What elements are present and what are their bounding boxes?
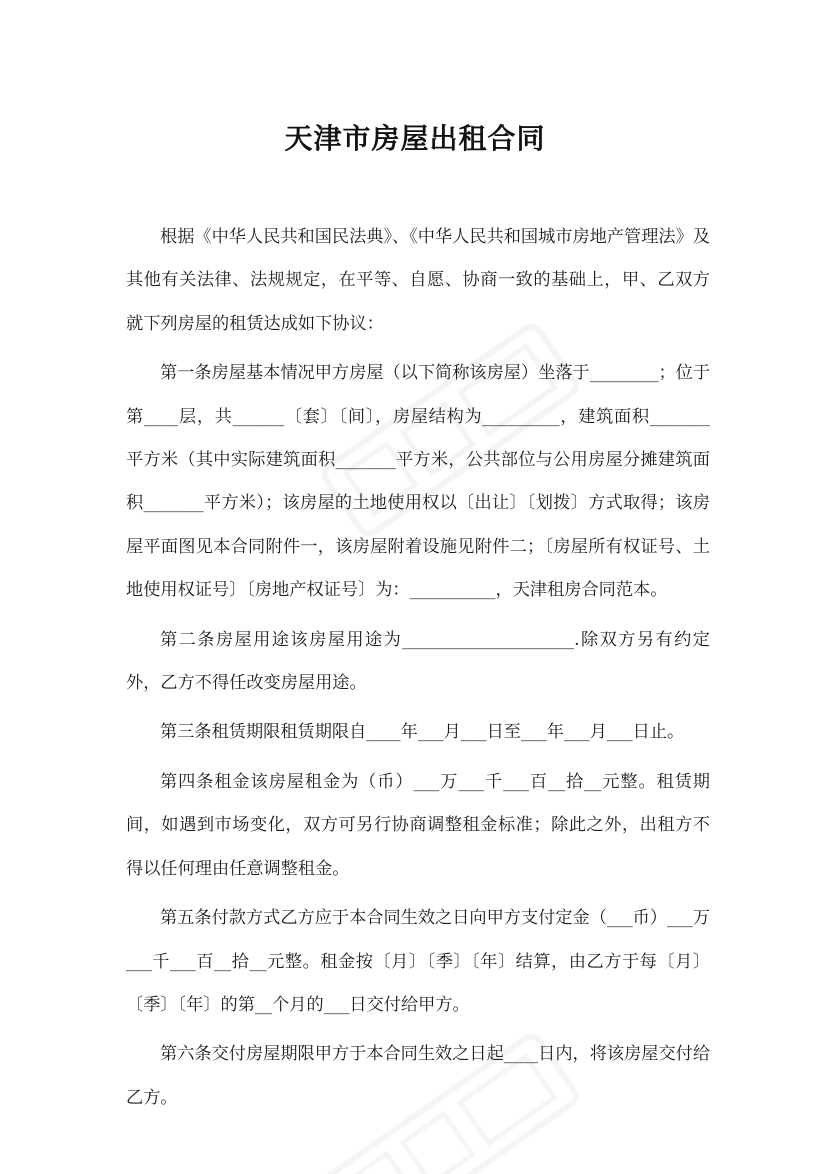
article-6-paragraph: 第六条交付房屋期限甲方于本合同生效之日起____日内，将该房屋交付给乙方。 [126,1044,711,1108]
document-body [126,216,710,1126]
article-1-paragraph: 第一条房屋基本情况甲方房屋（以下简称该房屋）坐落于________；位于第____层，共______〔套〕〔间〕，房屋结构为_________，建筑面积_______平方米（其中实际建筑面积_______平方米，公共部位与公用房屋分摊建筑面积_______平方米）；该房屋的土地使用权以〔出让〕〔划拨〕方式取得；该房屋平面图见本合同附件一，该房屋附着设施见附件二；〔房屋所有权证号、土地使用权证号〕〔房地产权证号〕为：__________，天津租房合同范本。 [126,363,711,601]
article-2-paragraph: 第二条房屋用途该房屋用途为____________________.除双方另有约定外，乙方不得任改变房屋用途。 [126,629,710,694]
document-title: 天津市房屋出租合同 [284,122,546,155]
intro-paragraph: 根据《中华人民共和国民法典》、《中华人民共和国城市房地产管理法》及其他有关法律、法规规定，在平等、自愿、协商一致的基础上，甲、乙双方就下列房屋的租赁达成如下协议： [126,227,710,334]
article-4-paragraph: 第四条租金该房屋租金为（币）___万___千___百__拾__元整。租赁期间，如遇到市场变化，双方可另行协商调整租金标准；除此之外，出租方不得以任何理由任意调整租金。 [126,771,710,879]
article-3-paragraph: 第三条租赁期限租赁期限自____年___月___日至___年___月___日止。 [160,722,685,743]
article-5-paragraph: 第五条付款方式乙方应于本合同生效之日向甲方支付定金（___币）___万___千___百__拾__元整。租金按〔月〕〔季〕〔年〕结算，由乙方于每〔月〕〔季〕〔年〕的第__个月的___日交付给甲方。 [126,908,711,1015]
